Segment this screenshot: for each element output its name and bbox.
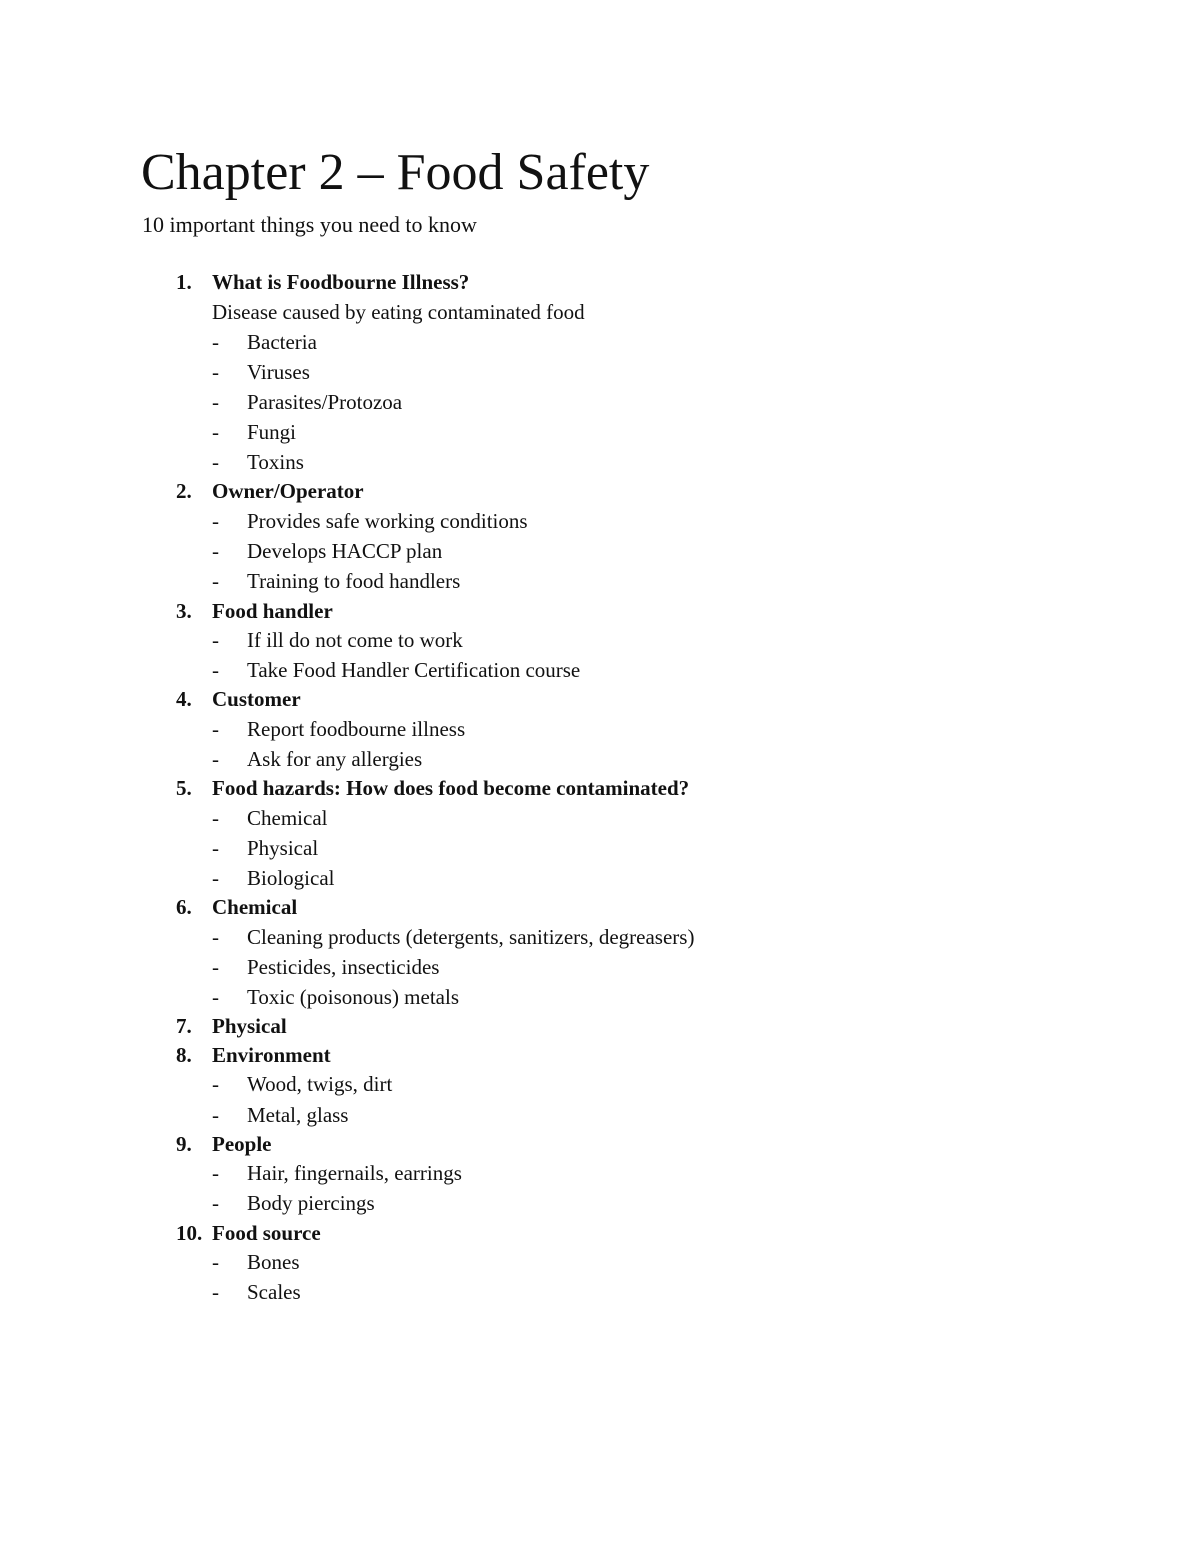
list-item-heading xyxy=(0,1012,1200,1041)
bullet-text: Bacteria xyxy=(247,329,317,354)
list-item-heading xyxy=(0,685,1200,714)
bullet-item xyxy=(0,625,1200,655)
list-item-heading xyxy=(0,893,1200,922)
bullet-item xyxy=(0,1069,1200,1099)
list-item xyxy=(0,1012,1200,1041)
list-item-heading xyxy=(0,1219,1200,1248)
bullet-text: Viruses xyxy=(247,359,310,384)
bullet-item xyxy=(0,863,1200,893)
list-item-number: 6. xyxy=(176,895,192,920)
bullet-dash: - xyxy=(212,835,219,860)
list-item-label: Chemical xyxy=(212,895,298,920)
bullet-text: Body piercings xyxy=(247,1191,375,1216)
bullet-dash: - xyxy=(212,389,219,414)
bullet-text: Physical xyxy=(247,835,319,860)
list-item-number: 3. xyxy=(176,598,192,623)
list-item-label: Owner/Operator xyxy=(212,479,364,504)
bullet-dash: - xyxy=(212,420,219,445)
numbered-list xyxy=(0,268,1200,1308)
list-item xyxy=(0,1130,1200,1219)
bullet-item xyxy=(0,1158,1200,1188)
list-item-number: 2. xyxy=(176,479,192,504)
list-item xyxy=(0,268,1200,477)
bullet-list xyxy=(0,1158,1200,1218)
bullet-list xyxy=(0,327,1200,478)
bullet-list xyxy=(0,506,1200,597)
bullet-text: Fungi xyxy=(247,420,297,445)
list-item-number: 5. xyxy=(176,776,192,801)
bullet-text: Bones xyxy=(247,1250,300,1275)
bullet-dash: - xyxy=(212,1191,219,1216)
bullet-text: Wood, twigs, dirt xyxy=(247,1072,393,1097)
list-item-number: 10. xyxy=(176,1220,203,1245)
list-item xyxy=(0,477,1200,596)
bullet-item xyxy=(0,387,1200,417)
list-item-label: Food hazards: How does food become contaminated? xyxy=(212,776,690,801)
list-item-heading xyxy=(0,1130,1200,1159)
bullet-item xyxy=(0,1188,1200,1218)
bullet-item xyxy=(0,922,1200,952)
bullet-item xyxy=(0,417,1200,447)
bullet-item xyxy=(0,566,1200,596)
bullet-item xyxy=(0,655,1200,685)
list-item-number: 8. xyxy=(176,1042,192,1067)
list-item xyxy=(0,774,1200,893)
list-item-heading xyxy=(0,268,1200,297)
bullet-item xyxy=(0,744,1200,774)
bullet-item xyxy=(0,357,1200,387)
list-item-heading xyxy=(0,477,1200,506)
bullet-dash: - xyxy=(212,747,219,772)
bullet-item xyxy=(0,803,1200,833)
bullet-dash: - xyxy=(212,1161,219,1186)
bullet-text: Scales xyxy=(247,1280,301,1305)
page-title: Chapter 2 – Food Safety xyxy=(141,144,650,201)
list-item-number: 4. xyxy=(176,687,192,712)
bullet-item xyxy=(0,506,1200,536)
page-subtitle: 10 important things you need to know xyxy=(142,212,477,237)
bullet-text: Toxic (poisonous) metals xyxy=(247,985,459,1010)
list-item-heading xyxy=(0,774,1200,803)
bullet-text: Ask for any allergies xyxy=(247,747,423,772)
bullet-item xyxy=(0,1100,1200,1130)
list-item-label: Customer xyxy=(212,687,301,712)
bullet-dash: - xyxy=(212,805,219,830)
bullet-item xyxy=(0,714,1200,744)
bullet-list xyxy=(0,1069,1200,1129)
bullet-text: Develops HACCP plan xyxy=(247,539,443,564)
bullet-dash: - xyxy=(212,985,219,1010)
bullet-dash: - xyxy=(212,569,219,594)
list-item xyxy=(0,597,1200,686)
bullet-dash: - xyxy=(212,1250,219,1275)
bullet-text: Toxins xyxy=(247,450,304,475)
bullet-text: Hair, fingernails, earrings xyxy=(247,1161,462,1186)
bullet-dash: - xyxy=(212,955,219,979)
bullet-text: Chemical xyxy=(247,805,328,830)
bullet-item xyxy=(0,952,1200,982)
bullet-item xyxy=(0,833,1200,863)
bullet-item xyxy=(0,1277,1200,1307)
bullet-list xyxy=(0,625,1200,685)
list-item-label: Physical xyxy=(212,1014,287,1039)
bullet-text: Training to food handlers xyxy=(247,569,461,594)
bullet-text: Provides safe working conditions xyxy=(247,508,528,533)
list-item-heading xyxy=(0,597,1200,626)
list-item-number: 7. xyxy=(176,1014,192,1039)
bullet-text: If ill do not come to work xyxy=(247,628,463,652)
bullet-dash: - xyxy=(212,866,219,891)
bullet-text: Biological xyxy=(247,866,335,891)
list-item xyxy=(0,893,1200,1012)
bullet-list xyxy=(0,714,1200,774)
bullet-text: Parasites/Protozoa xyxy=(247,389,403,414)
bullet-dash: - xyxy=(212,1072,219,1097)
list-item-label: Food source xyxy=(212,1220,321,1245)
bullet-dash: - xyxy=(212,658,219,683)
bullet-dash: - xyxy=(212,628,219,652)
bullet-text: Report foodbourne illness xyxy=(247,716,466,741)
bullet-list xyxy=(0,922,1200,1013)
bullet-dash: - xyxy=(212,508,219,533)
bullet-dash: - xyxy=(212,450,219,475)
bullet-dash: - xyxy=(212,1102,219,1127)
bullet-dash: - xyxy=(212,359,219,384)
bullet-item xyxy=(0,327,1200,357)
list-item xyxy=(0,1041,1200,1130)
bullet-list xyxy=(0,803,1200,894)
list-item-heading xyxy=(0,1041,1200,1070)
bullet-dash: - xyxy=(212,924,219,949)
list-item xyxy=(0,685,1200,774)
bullet-dash: - xyxy=(212,716,219,741)
list-item-label: Food handler xyxy=(212,598,333,623)
bullet-item xyxy=(0,1247,1200,1277)
bullet-dash: - xyxy=(212,539,219,564)
bullet-list xyxy=(0,1247,1200,1307)
list-item-label: What is Foodbourne Illness? xyxy=(212,270,470,294)
bullet-text: Metal, glass xyxy=(247,1102,349,1127)
bullet-dash: - xyxy=(212,329,219,354)
list-item xyxy=(0,1219,1200,1308)
bullet-item xyxy=(0,536,1200,566)
list-item-number: 1. xyxy=(176,270,192,294)
bullet-item xyxy=(0,447,1200,477)
bullet-item xyxy=(0,982,1200,1012)
list-item-description: Disease caused by eating contaminated food xyxy=(212,299,585,324)
bullet-text: Cleaning products (detergents, sanitizers, degreasers) xyxy=(247,924,695,949)
list-item-number: 9. xyxy=(176,1131,192,1156)
list-item-label: People xyxy=(212,1131,272,1156)
bullet-text: Pesticides, insecticides xyxy=(247,955,440,979)
list-item-label: Environment xyxy=(212,1042,331,1067)
bullet-text: Take Food Handler Certification course xyxy=(247,658,581,683)
bullet-dash: - xyxy=(212,1280,219,1305)
